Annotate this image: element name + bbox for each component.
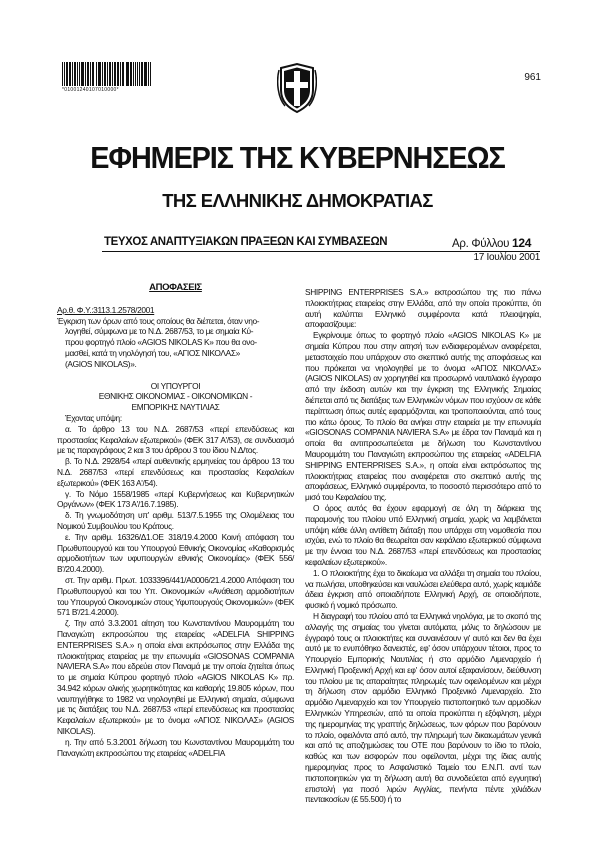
- barcode-bar: [123, 62, 124, 86]
- decision-summary-line: λογηθεί, σύμφωνα με το Ν.Δ. 2687/53, το με σημαία Κύ-: [65, 326, 254, 337]
- gazette-title: ΕΦΗΜΕΡΙΣ ΤΗΣ ΚΥΒΕΡΝΗΣΕΩΣ: [90, 140, 505, 175]
- decision-summary-line: Έγκριση των όρων από τους οποίους θα διέπεται, όταν νηο-: [57, 315, 260, 326]
- body-paragraph: η. Την από 5.3.2001 δήλωση του Κωνσταντίνου Μαυρομμάτη του Παναγιώτη εκπροσώπου της εταιρείας «ADELFIA: [57, 736, 294, 758]
- barcode-bar: [67, 62, 68, 86]
- barcode-bar: [146, 62, 147, 86]
- barcode-bar: [131, 62, 132, 86]
- body-paragraph: α. Το άρθρο 13 του Ν.Δ. 2687/53 «περί επενδύσεως και προστασίας Κεφαλαίων εξωτερικού» (ΦΕΚ 317 Α'/53), σε συνδυασμό με τις παραγράφους 2 και 3 του άρθρου 3 του ίδιου Ν.Δ/τος.: [57, 423, 294, 456]
- barcode-bar: [117, 62, 118, 86]
- barcode-bar: [64, 62, 65, 86]
- ministers-heading: ΟΙ ΥΠΟΥΡΓΟΙ: [150, 380, 201, 391]
- barcode-bar: [105, 62, 106, 86]
- body-paragraph: Έχοντας υπόψη:: [65, 412, 122, 423]
- barcode-bar: [87, 62, 88, 86]
- gazette-subtitle: ΤΗΣ ΕΛΛΗΝΙΚΗΣ ΔΗΜΟΚΡΑΤΙΑΣ: [162, 190, 433, 211]
- body-paragraph: ε. Την αριθμ. 16326/Δ1.ΟΕ 318/19.4.2000 Κοινή απόφαση του Πρωθυπουργού και του Υπουργού Εθνικής Οικονομίας «Καθορισμός αρμοδιοτήτων των υφυπουργών εθνικής Οικονομίας» (ΦΕΚ 556/Β'/20.4.2000).: [57, 531, 294, 575]
- barcode: [62, 62, 152, 86]
- body-paragraph: Η διαγραφή του πλοίου από τα Ελληνικά νηολόγια, με το σκοπό της αλλαγής της σημαίας του γίνεται αυτόματα, μόλις το δηλώσουν με έγγραφό τους οι πλοιοκτήτες και συναινέσουν γι' αυτό και δεν θα έχει αυτό με το ενυπόθηκο δανειστές, εφ' όσον υπάρχουν τέτοιοι, προς το Υπουργείο Εμπορικής Ναυτιλίας ή στο αρμόδιο Λιμεναρχείο ή Ελληνική Προξενική Αρχή και εφ' όσον αυτοί εξαφανίσουν, διεύθυνση του πλοίου με τις απαραίτητες πληρωμές των οφειλομένων και μέχρι τη δήλωση στον αρμόδιο Ελληνικό Προξενικό Λιμεναρχείο. Στο αρμόδιο Λιμεναρχείο και τον Υπουργείο πιστοποιητικό των αρμοδίων Ελληνικών Υπηρεσιών, από τα οποία προκύπτει η εξόφληση, μέχρι της ημερομηνίας της γραπτής δηλώσεως, των φόρων που βαρύνουν το πλοίο, οφειλόντα από αυτό, την πληρωμή των δικαιωμάτων γενικά και από τις αποζημιώσεις του ΟΤΕ που βαρύνουν το ίδιο το πλοίο, καθώς και των εισφορών που οφείλονται, μέχρι της ίδιας αυτής ημερομηνίας προς το Ασφαλιστικό Ταμείο του Ε.Ν.Π. αντί των πιστοποιητικών για τη δήλωση αυτή θα συνοδεύεται από εγγυητική επιστολή για ποσό λιρών Αγγλίας, πενήντα πέντε χιλιάδων πεντακοσίων (£ 55.500) ή το: [305, 610, 541, 805]
- barcode-bar: [90, 62, 91, 86]
- sheet-number-label: [452, 236, 531, 250]
- sheet-number: 124: [511, 236, 532, 250]
- decision-summary-line: (AGIOS NIKOLAS)».: [65, 358, 137, 369]
- barcode-bar: [98, 62, 99, 86]
- barcode-bar: [109, 62, 110, 86]
- barcode-bar: [93, 62, 94, 86]
- body-paragraph: γ. Το Νόμο 1558/1985 «περί Κυβερνήσεως και Κυβερνητικών Οργάνων» (ΦΕΚ 173 Α'/16.7.1985).: [57, 488, 294, 510]
- decision-reference: Αρ.θ. Φ.Υ.:3113.1.2578/2001: [57, 304, 155, 315]
- greek-coat-of-arms-icon: [277, 62, 317, 114]
- barcode-bar: [139, 62, 140, 86]
- left-column: [57, 283, 294, 758]
- barcode-bar: [99, 62, 101, 86]
- barcode-bar: [69, 62, 71, 86]
- page-number: 961: [524, 72, 541, 83]
- body-paragraph: SHIPPING ENTERPRISES S.A.» εκπροσώπου της πιο πάνω πλοιοκτήτριας εταιρείας στην Ελλάδα, από την οποία προκύπτει, ότι αυτή καλύπτει Ελληνικό συμφέροντα κατά πλειοψηφία, αποφασίζουμε:: [305, 287, 541, 330]
- barcode-bar: [72, 62, 73, 86]
- body-paragraph: Εγκρίνουμε όπως το φορτηγό πλοίο «AGIOS NIKOLAS K» με σημαία Κύπρου που στην αιτησή των ενδιαφερομένων αναφέρεται, μεταστοιχείο που υπάρχουν στο σκεπτικό αυτής της αποφάσεως και που πρόκειται να νηολογηθεί με το όνομα «ΑΓΙΟΣ ΝΙΚΟΛΑΣ» (AGIOS NIKOLAS) αν χορηγηθεί και προσωρινό ναυτιλιακό έγγραφο από την έκδοση αυτών και την έγκριση της Ελληνικής Σημαίας διέπεται από τις διατάξεις των Ελληνικών νόμων που ισχύουν σε κάθε περίπτωση όπως αυτές εφαρμόζονται, και τροποποιούνται, από τους πιο κάτω όρους. Το πλοίο θα ανήκει στην εταιρεία με την επωνυμία «GIOSONAS COMPANIA NAVIERA S.A» με έδρα τον Παναμά και η οποία θα αντιπροσωπεύεται με δήλωση του Κωνσταντίνου Μαυρομμάτη του Παναγιώτη εκπροσώπου της εταιρείας «ADELFIA SHIPPING ENTERPRISES S.A.», η οποία είναι εκπρόσωπος της πλοιοκτήτριας εταιρείας που αναφέρεται στο σκεπτικό αυτής της αποφάσεως, Ελληνικό συμφέροντα, το ποσοστό περισσότερο από το μισό του Κεφαλαίου της.: [305, 330, 541, 503]
- ministers-heading: ΕΜΠΟΡΙΚΗΣ ΝΑΥΤΙΛΙΑΣ: [131, 402, 220, 413]
- barcode-bar: [135, 62, 136, 86]
- barcode-bar: [112, 62, 113, 86]
- ministers-heading: ΕΘΝΙΚΗΣ ΟΙΚΟΝΟΜΙΑΣ - ΟΙΚΟΝΟΜΙΚΩΝ -: [98, 391, 253, 402]
- barcode-bar: [150, 62, 151, 86]
- body-paragraph: στ. Την αριθμ. Πρωτ. 1033396/441/Α0006/21.4.2000 Απόφαση του Πρωθυπουργού και του Υπ. Οικονομικών «Ανάθεση αρμοδιοτήτων του Υπουργού Οικονομικών στους Υφυπουργούς Οικονομικών» (ΦΕΚ 571 Β'/21.4.2000).: [57, 574, 294, 618]
- barcode-bar: [102, 62, 103, 86]
- decision-summary-line: μασθεί, κατά τη νηολόγησή του, «ΑΓΙΟΣ ΝΙΚΟΛΑΣ»: [65, 347, 240, 358]
- body-paragraph: δ. Τη γνωμοδότηση υπ' αριθμ. 513/7.5.1955 της Ολομέλειας του Νομικού Συμβουλίου του Κράτους.: [57, 510, 294, 531]
- barcode-bar: [114, 62, 116, 86]
- body-paragraph: ζ. Την από 3.3.2001 αίτηση του Κωνσταντίνου Μαυρομμάτη του Παναγιώτη εκπροσώπου της εταιρείας «ADELFIA SHIPPING ENTERPRISES S.A.» η οποία είναι εκπρόσωπος στην Ελλάδα της πλοιοκτήτριας εταιρείας με την επωνυμία «GIOSONAS COMPANIA NAVIERA S.A» που εδρεύει στον Παναμά με την οποία ζητείται όπως το με σημαία Κύπρου φορτηγό πλοίο «AGIOS NIKOLAS K» πρ. 34.942 κόρων ολικής χωρητικότητας και καθαρής 19.805 κόρων, που ναυπηγήθηκε το 1982 να νηολογηθεί με Ελληνική σημαία, σύμφωνα με τις διατάξεις του Ν.Δ. 2687/53 «περί επενδύσεως και προστασίας Κεφαλαίων εξωτερικού» με το όνομα «ΑΓΙΟΣ ΝΙΚΟΛΑΣ» (AGIOS NIKOLAS).: [57, 618, 294, 737]
- barcode-bar: [79, 62, 80, 86]
- right-column: [305, 287, 541, 805]
- body-paragraph: Ο όρος αυτός θα έχουν εφαρμογή σε όλη τη διάρκεια της παραμονής του πλοίου υπό Ελληνική σημαία, χωρίς να λαμβάνεται υπόψη κάθε άλλη αντίθετη διάταξη που υπάρχει στη νομοθεσία που ισχύει, ενώ το πλοίο θα θεωρείται σαν κεφάλαιο εξωτερικού σύμφωνα με την έννοια του Ν.Δ. 2687/53 «περί επενδύσεως και προστασίας κεφαλαίων εξωτερικού».: [305, 502, 541, 567]
- issue-date: 17 Ιουλίου 2001: [473, 252, 540, 263]
- body-paragraph: 1. Ο πλοιοκτήτης έχει το δικαίωμα να αλλάξει τη σημαία του πλοίου, να πωλήσει, υποθηκεύσει και ναυλώσει ελεύθερα αυτό, χωρίς καμιάδε άδεια έγκριση από οποιαδήποτε Ελληνική Αρχή, σε οποιοδήποτε, φυσικό ή νομικό πρόσωπο.: [305, 567, 541, 611]
- barcode-bar: [82, 62, 84, 86]
- issue-type: ΤΕΥΧΟΣ ΑΝΑΠΤΥΞΙΑΚΩΝ ΠΡΑΞΕΩΝ ΚΑΙ ΣΥΜΒΑΣΕΩΝ: [104, 236, 388, 248]
- barcode-bar: [120, 62, 121, 86]
- body-paragraph: β. Το Ν.Δ. 2928/54 «περί αυθεντικής ερμηνείας του άρθρου 13 του Ν.Δ. 2687/53 «περί επενδύσεως και προστασίας Κεφαλαίων εξωτερικού» (ΦΕΚ 163 Α'/54).: [57, 456, 294, 488]
- barcode-bar: [144, 62, 146, 86]
- barcode-bar: [127, 62, 129, 86]
- sheet-label-text: Αρ. Φύλλου: [452, 238, 510, 250]
- barcode-bar: [142, 62, 143, 86]
- barcode-number: *01001240107010000*: [62, 87, 119, 93]
- section-heading: ΑΠΟΦΑΣΕΙΣ: [149, 282, 202, 293]
- barcode-bar: [75, 62, 76, 86]
- decision-summary-line: πρου φορτηγό πλοίο «AGIOS NIKOLAS K» που θα ονο-: [65, 337, 257, 348]
